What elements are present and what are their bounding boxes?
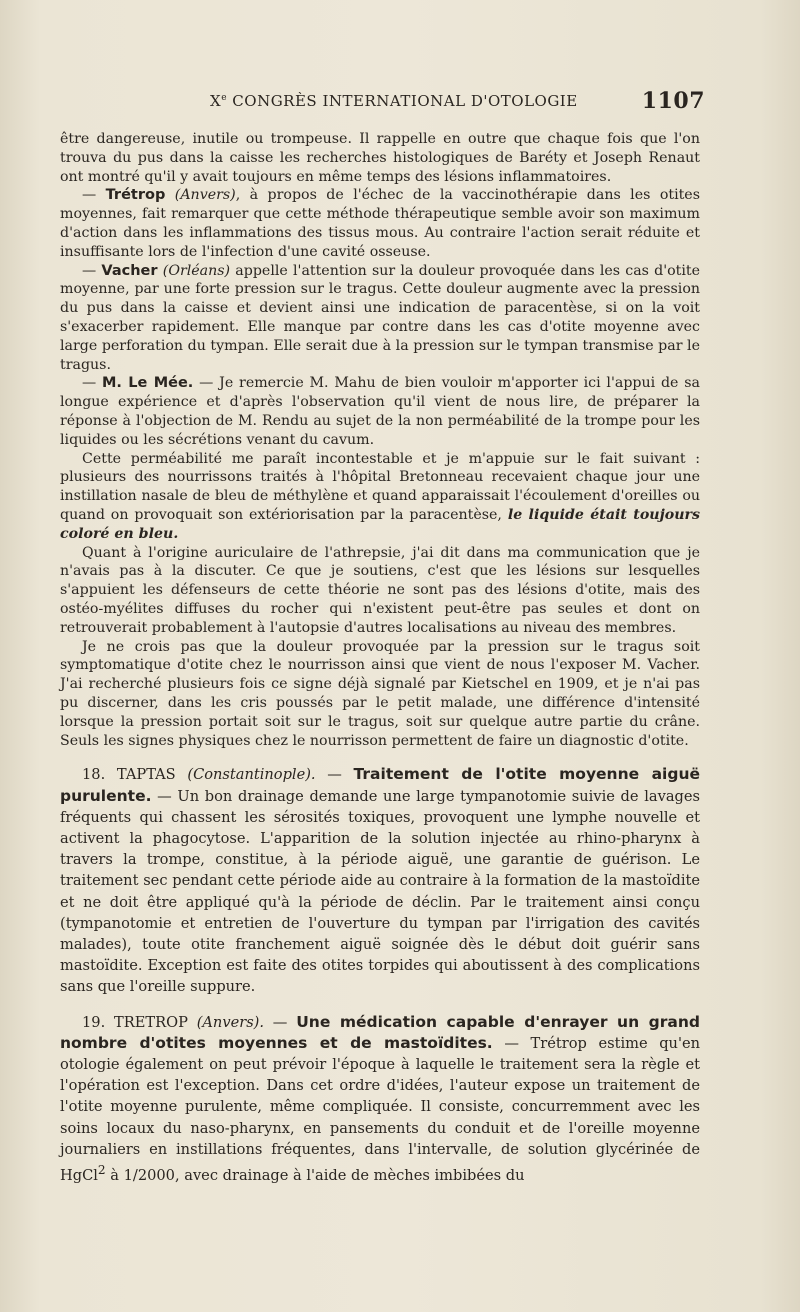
section-19: 19. TRETROP (Anvers). — Une médication capable d'enrayer un grand nombre d'otites moyennes et de mastoïdites. — Trétrop estime qu'en otologie également on peut prévoir l'époque à laquelle le traitement sera la règle et l'opération est l'exception. Dans cet ordre d'idées, l'auteur expose un traitement de l'otite moyenne purulente, même compliquée. Il consiste, concurremment avec les soins locaux du naso-pharynx, en pansements du conduit et de l'oreille moyenne journaliers en instillations fréquentes, dans l'intervalle, de solution glycérinée de HgCl$^2$ à 1/2000, avec drainage à l'aide de mèches imbibées du: [60, 1012, 701, 1184]
paragraph-tragus-sign: Je ne crois pas que la douleur provoquée par la pression sur le tragus soit symptomatique d'otite chez le nourrisson ainsi que vient de nous l'exposer M. Vacher. J'ai recherché plusieurs fois ce signe déjà signalé par Kietschel en 1909, et je n'ai pas pu discerner, dans les cris poussés par le petit malade, une différence d'intensité lorsque la pression portait soit sur le tragus, soit sur quelque autre partie du crâne. Seuls les signes physiques chez le nourrisson permettent de faire un diagnostic d'otite.: [60, 638, 700, 749]
paragraph-continuation: être dangereuse, inutile ou trompeuse. Il rappelle en outre que chaque fois que l'on trouva du pus dans la caisse les recherches histologiques de Baréty et Joseph Renaut ont montré qu'il y avait toujours en même temps des lésions inflammatoires.: [60, 131, 700, 185]
conference-title: Xe CONGRÈS INTERNATIONAL D'OTOLOGIE: [210, 92, 578, 110]
author-name: TRETROP: [114, 1013, 188, 1031]
speaker-name: Vacher: [101, 262, 158, 279]
paragraph-athrepsie: Quant à l'origine auriculaire de l'athrepsie, j'ai dit dans ma communication que je n'avais pas à la discuter. Ce que je soutiens, c'est que les lésions sur lesquelles s'appuient les défenseurs de cette théorie ne sont pas des lésions d'otite, mais des ostéo-myélites diffuses du rocher qui n'existent peut-être pas seules et dont on retrouverait probablement à l'autopsie d'autres localisations au niveau des membres.: [60, 544, 700, 636]
speaker-city: (Anvers): [174, 187, 236, 204]
emphasis-text: le liquide était toujours coloré en bleu.: [60, 506, 700, 542]
paragraph-vacher-remark: — Vacher (Orléans) appelle l'attention sur la douleur provoquée dans les cas d'otite moyenne, par une forte pression sur le tragus. Cette douleur augmente avec la pression du pus dans la caisse et devient ainsi une indication de paracentèse, si on la voit s'exacerber rapidement. Elle manque par contre dans les cas d'otite moyenne avec large perforation du tympan. Elle serait due à la pression sur le tympan transmise par le tragus.: [60, 262, 701, 373]
section-title: Une médication capable d'enrayer un grand nombre d'otites moyennes et de mastoïdites.: [60, 1012, 701, 1052]
paragraph-permeability: Cette perméabilité me paraît incontestable et je m'appuie sur le fait suivant : plusieurs des nourrissons traités à l'hôpital Bretonneau recevaient chaque jour une instillation nasale de bleu de méthylène et quand apparaissait l'écoulement d'oreilles ou quand on provoquait son extériorisation par la paracentèse, le liquide était toujours coloré en bleu.: [60, 450, 700, 542]
page-number: 1107: [641, 88, 705, 114]
author-city: (Anvers).: [196, 1013, 265, 1031]
section-18: 18. TAPTAS (Constantinople). — Traitement de l'otite moyenne aiguë purulente. — Un bon drainage demande une large tympanotomie suivie de lavages fréquents qui chassent les sérosités toxiques, provoquent une lymphe nouvelle et activent la phagocytose. L'apparition de la solution injectée au rhino-pharynx à travers la trompe, constitue, à la période aiguë, une garantie de guérison. Le traitement sec pendant cette période aide au contraire à la formation de la mastoïdite et ne doit être appliqué qu'à la période de déclin. Par le traitement ainsi conçu (tympanotomie et entretien de l'ouverture du tympan par l'irrigation des cavités malades), toute otite franchement aiguë soignée dès le début doit guérir sans mastoïdite. Exception est faite des otites torpides qui aboutissent à des complications sans que l'oreille suppure.: [60, 765, 700, 996]
paragraph-le-mee-reply: — M. Le Mée. — Je remercie M. Mahu de bien vouloir m'apporter ici l'appui de sa longue expérience et d'après l'observation qu'il vient de nous lire, de préparer la réponse à l'objection de M. Rendu au sujet de la non perméabilité de la trompe pour les liquides ou les sécrétions venant du cavum.: [60, 375, 700, 448]
speaker-name: M. Le Mée.: [102, 375, 194, 392]
page-body: [60, 130, 700, 1186]
author-city: (Constantinople).: [187, 766, 316, 784]
speaker-name: Trétrop: [105, 187, 166, 204]
running-header: [210, 88, 705, 118]
section-title: Traitement de l'otite moyenne aiguë purulente.: [60, 765, 700, 805]
speaker-city: (Orléans): [162, 262, 231, 279]
author-name: TAPTAS: [116, 766, 176, 784]
paragraph-tretrop-remark: — Trétrop (Anvers), à propos de l'échec de la vaccinothérapie dans les otites moyennes, fait remarquer que cette méthode thérapeutique semble avoir son maximum d'action dans les inflammations des tissus mous. Au contraire l'action serait réduite et insuffisante lors de l'infection d'une cavité osseuse.: [60, 187, 700, 260]
